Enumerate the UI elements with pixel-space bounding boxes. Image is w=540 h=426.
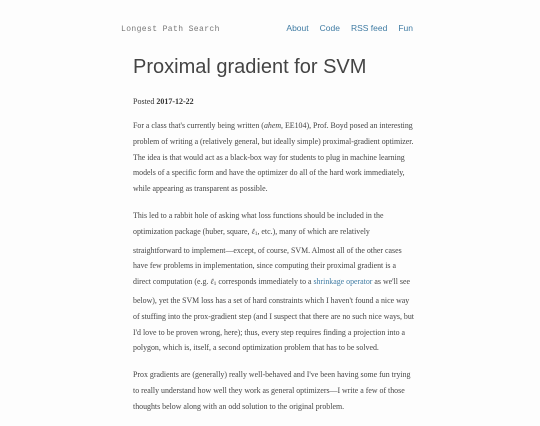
paragraph-rabbit-hole: [133, 208, 415, 356]
nav-link-about[interactable]: About: [286, 23, 309, 33]
math-l1-subscript: 1: [254, 230, 258, 237]
emphasis-ahem: ahem: [263, 121, 282, 130]
post-title: Proximal gradient for SVM: [133, 56, 367, 78]
math-l1-symbol-2: ℓ: [210, 277, 214, 287]
site-header: [0, 0, 540, 50]
site-title-link[interactable]: Longest Path Search: [121, 25, 220, 34]
paragraph-rabbit-hole-text-a: This led to a rabbit hole of asking what loss functions should be included in the optimization package (huber, square,: [133, 210, 384, 236]
paragraph-prox-gradients: Prox gradients are (generally) really well-behaved and I've been having some fun trying to really understand how well they work as general optimizers—I write a few of those thoughts below along with an odd solution to the original problem.: [133, 370, 411, 411]
paragraph-intro: [133, 118, 415, 197]
math-l1-symbol: ℓ: [251, 226, 255, 236]
site-nav: [286, 23, 413, 33]
math-l1-subscript-2: 1: [213, 281, 217, 288]
post-meta: [133, 97, 194, 106]
post-date: 2017-12-22: [156, 97, 194, 106]
paragraph-intro-text-a: For a class that's currently being written (: [133, 121, 264, 130]
paragraph-rabbit-hole-text-d: as we'll see below), yet the SVM loss has a set of hard constraints which I haven't found a nice way of stuffing into the prox-gradient step (and I suspect that there are no such nice ways, but I'd love to be proven wrong, here); thus, every step requires finding a projection into a polygon, which is, itself, a second optimization problem that has to be solved.: [133, 277, 414, 353]
nav-link-fun[interactable]: Fun: [398, 23, 413, 33]
paragraph-intro-text-b: , EE104), Prof. Boyd posed an interesting problem of writing a (relatively general, but ideally simple) proximal-gradient optimizer. The idea is that would act as a black-box way for students to plug in machine learning models of a specific form and have the optimizer do all of the hard work immediately, while appearing as transparent as possible.: [133, 121, 414, 194]
nav-link-rss-feed[interactable]: RSS feed: [350, 23, 388, 33]
paragraph-rabbit-hole-text-c: corresponds immediately to a: [216, 277, 314, 287]
nav-link-code[interactable]: Code: [319, 23, 340, 33]
post-meta-prefix: Posted: [133, 97, 155, 106]
paragraph-rabbit-hole-text-b: , etc.), many of which are relatively straightforward to implement—except, of course, SVM. Almost all of the other cases have few problems in implementation, since computing their proximal gradient is a direct computation (e.g.: [133, 226, 402, 287]
shrinkage-operator-link[interactable]: shrinkage operator: [313, 277, 373, 287]
post-content: [133, 118, 415, 426]
